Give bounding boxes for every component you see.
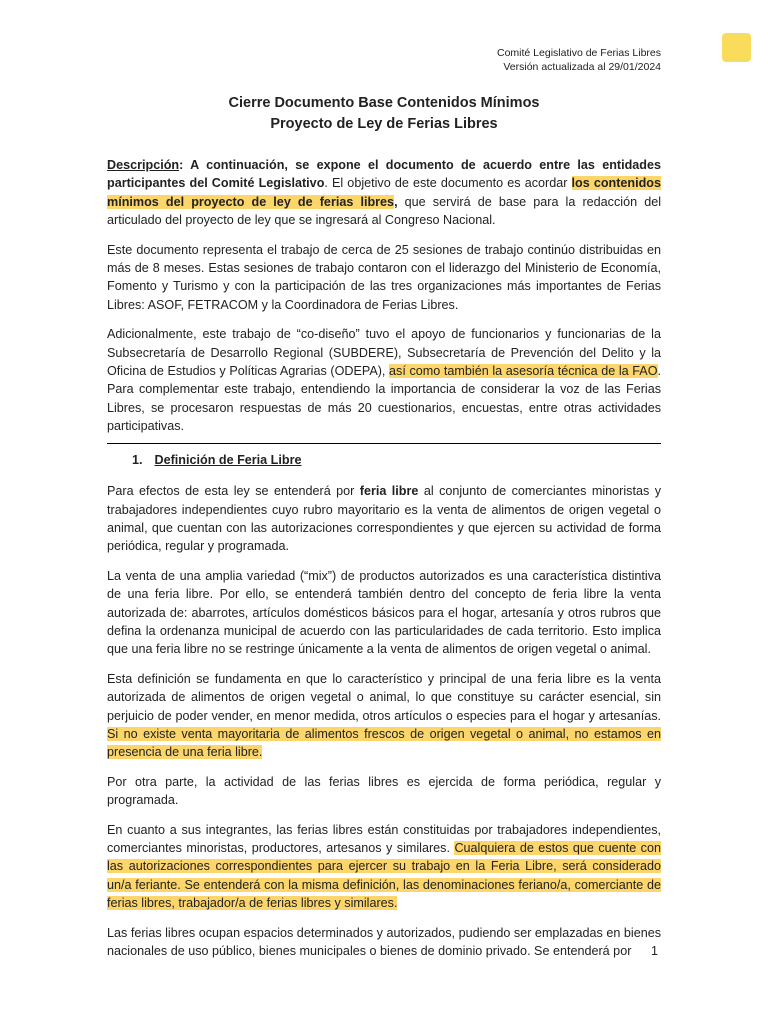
paragraph-activity: Por otra parte, la actividad de las ferias libres es ejercida de forma periódica, regular y programada. [107, 774, 661, 808]
text-bold: el documento de acuerdo entre las entidades participantes del Comité Legislativo [107, 158, 662, 191]
section-heading [107, 451, 661, 469]
document-title [107, 93, 661, 135]
text: En cuanto a sus integrantes, las ferias libres están constituidas por trabajadores independientes, comerciantes minoristas, productores, artesanos y similares. [107, 822, 661, 855]
section-label: Definición de Feria Libre [154, 452, 302, 467]
text: Esta definición se fundamenta en que lo característico y principal de una feria libre es la venta autorizada de alimentos de origen vegetal o animal, lo que constituye su carácter esencial, sin perjuicio de poder vender, en menor medida, otros artículos o especies para el hogar y artesanías. [107, 671, 661, 723]
text: al conjunto de comerciantes minoristas y trabajadores independientes cuyo rubro mayoritario es la venta de alimentos de origen vegetal o animal, que cuentan con las autorizaciones correspondientes y que ejercen su actividad de forma periódica, regular y programada. [107, 484, 661, 554]
paragraph-members [107, 821, 661, 913]
text: Para efectos de esta ley se entenderá por [107, 484, 360, 499]
section-number: 1. [132, 452, 143, 467]
paragraph-definition [107, 482, 661, 556]
text: Adicionalmente, este trabajo de “co-diseño” tuvo el apoyo de funcionarios y funcionarias de la Subsecretaría de Desarrollo Regional (SUBDERE), Subsecretaría de Prevención del Delito y la Oficina de Estudios y Políticas Agrarias (ODEPA), [107, 327, 661, 379]
highlighted-text: los contenidos mínimos del proyecto de ley de ferias libres [107, 176, 661, 209]
text: . Para complementar este trabajo, entendiendo la importancia de considerar la voz de las Ferias Libres, se procesaron respuestas de más 20 cuestionarios, encuestas, entre otras actividades participativas. [107, 364, 661, 434]
text: . El objetivo de este documento es acordar [324, 176, 572, 191]
title-line-2: Proyecto de Ley de Ferias Libres [270, 116, 498, 132]
page-number: 1 [651, 944, 658, 958]
text: : A continuación, se expone [179, 158, 368, 172]
paragraph-description [107, 156, 661, 230]
horizontal-rule [107, 443, 661, 444]
text: , [394, 194, 398, 209]
highlighted-text: Si no existe venta mayoritaria de alimentos frescos de origen vegetal o animal, no estamos en presencia de una feria libre. [107, 726, 661, 760]
paragraph-foundation [107, 670, 661, 762]
document-body [107, 156, 661, 971]
text: que servirá de base para la redacción del articulado del proyecto de ley que se ingresará al Congreso Nacional. [107, 194, 661, 228]
header-version: Versión actualizada al 29/01/2024 [503, 61, 661, 73]
description-label: Descripción [107, 158, 180, 172]
highlighted-text: así como también la asesoría técnica de la FAO [389, 364, 658, 379]
paragraph-spaces: Las ferias libres ocupan espacios determinados y autorizados, pudiendo ser emplazadas en bienes nacionales de uso público, bienes municipales o bienes de dominio privado. Se entenderá por [107, 925, 661, 959]
title-line-1: Cierre Documento Base Contenidos Mínimos [228, 95, 540, 111]
highlighted-text: Cualquiera de estos que cuente con las autorizaciones correspondientes para ejercer su trabajo en la Feria Libre, será considerado un/a feriante. Se entenderá con la misma definición, las denominaciones feriano/a, comerciante de ferias libres, trabajador/a de ferias libres y similares. [107, 841, 661, 911]
header-org: Comité Legislativo de Ferias Libres [497, 47, 661, 59]
sticky-note-icon[interactable] [722, 33, 751, 62]
paragraph-sessions: Este documento representa el trabajo de cerca de 25 sesiones de trabajo continúo distribuidas en más de 8 meses. Estas sesiones de trabajo contaron con el liderazgo del Ministerio de Economía, Fomento y Turismo y con la participación de las tres organizaciones más importantes de Ferias Libres: ASOF, FETRACOM y la Coordinadora de Ferias Libres. [107, 242, 661, 312]
paragraph-mix: La venta de una amplia variedad (“mix”) de productos autorizados es una característica distintiva de una feria libre. Por ello, se entenderá también dentro del concepto de feria libre la venta autorizada de: abarrotes, artículos domésticos básicos para el hogar, artesanía y otros rubros que defina la ordenanza municipal de acuerdo con las particularidades de cada territorio. Esto implica que una feria libre no se restringe únicamente a la venta de alimentos de origen vegetal o animal. [107, 568, 661, 657]
document-header [497, 46, 661, 74]
text-bold: feria libre [359, 484, 419, 499]
paragraph-codesign [107, 325, 661, 435]
